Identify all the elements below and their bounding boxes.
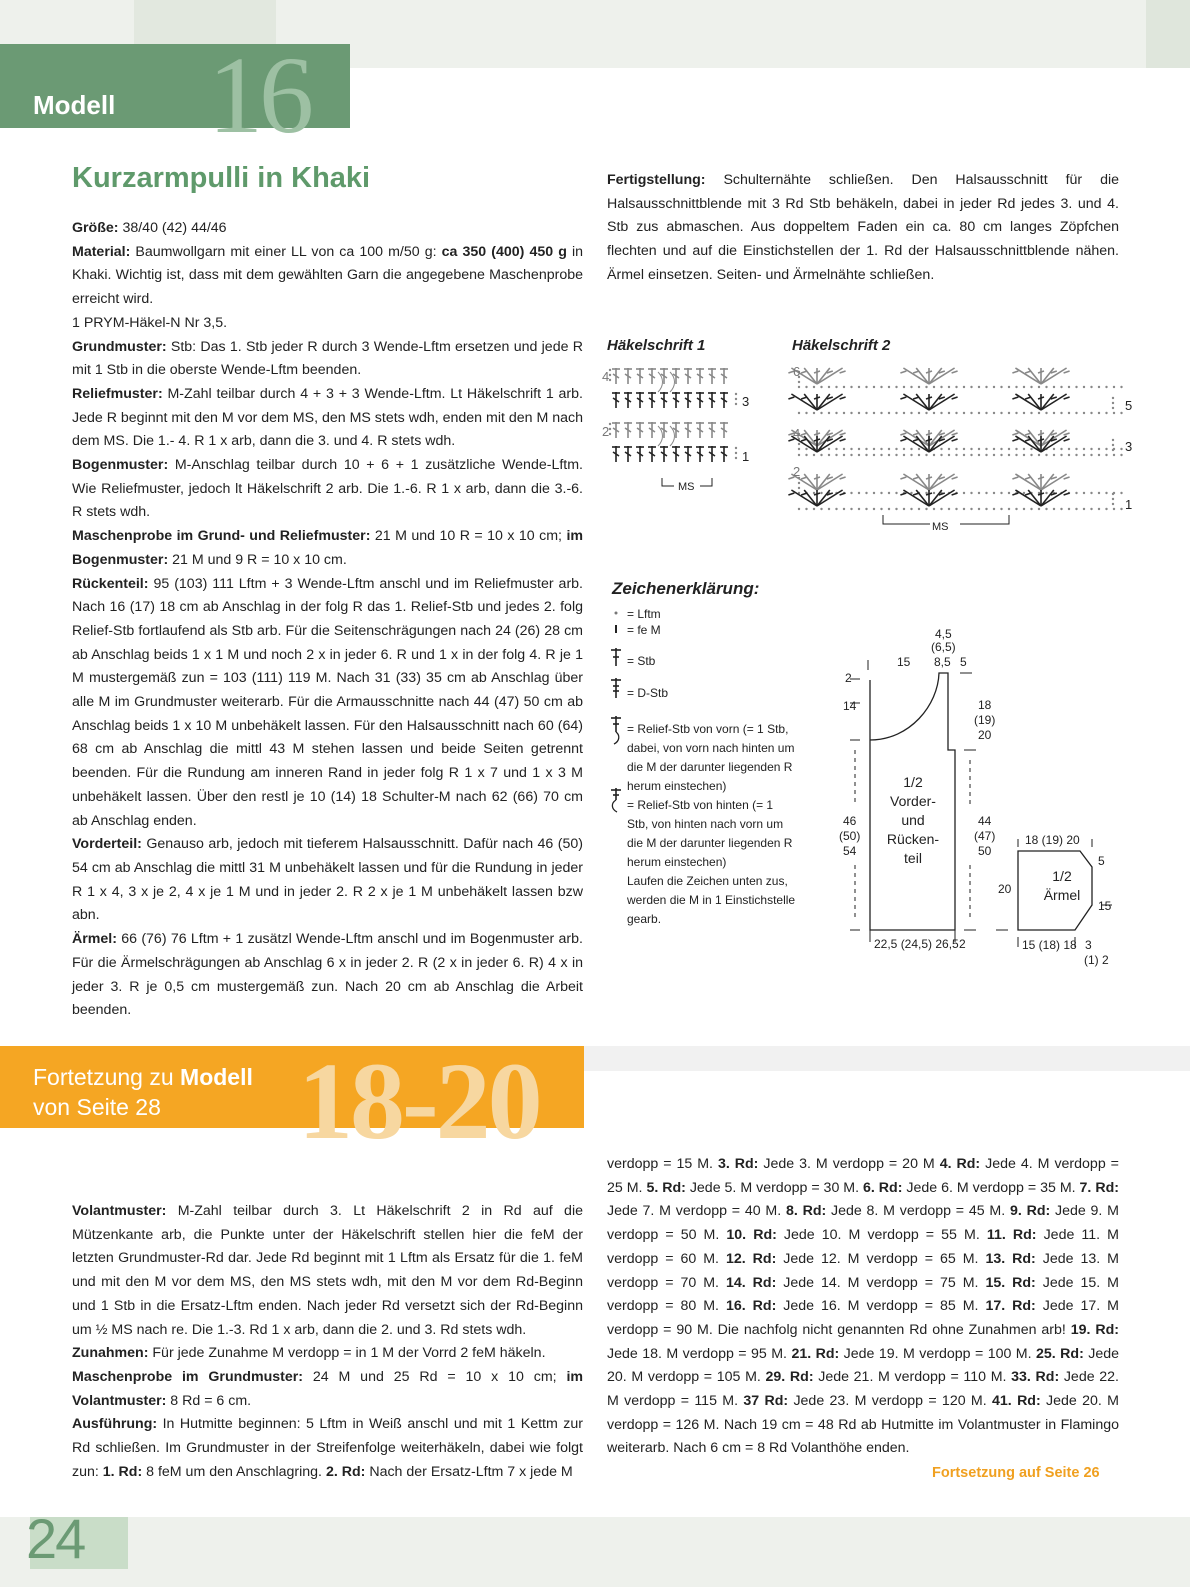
left-text: Stb: Das 1. Stb jeder R durch 3 Wende-Lftm ersetzen und jede R mit 1 Stb in die oberste Wende-Lftm beenden. xyxy=(72,338,583,379)
instructions-left-column xyxy=(72,217,583,1023)
body-label-4: Rücken- xyxy=(886,831,940,847)
left-paragraph xyxy=(72,454,583,525)
bottom-left-text: Nach der Ersatz-Lftm 7 x jede M xyxy=(365,1463,573,1480)
orange-band-extension xyxy=(584,1046,1190,1071)
dim-arm-a: 18 xyxy=(978,698,992,712)
bottom-left-label: Volantmuster: xyxy=(72,1203,167,1219)
finishing-paragraph xyxy=(607,169,1119,288)
left-paragraph xyxy=(72,833,583,928)
dim-top-b: 8,5 xyxy=(934,655,951,669)
dim-side-a: 44 xyxy=(978,814,992,828)
crochet-chart-2 xyxy=(787,360,1142,545)
modell-number: 16 xyxy=(208,34,310,156)
chart-2-row-6: 6 xyxy=(793,364,801,379)
left-text: 95 (103) 111 Lftm + 3 Wende-Lftm anschl und im Reliefmuster arb. Nach 16 (17) 18 cm ab Anschlag in der folg R das 1. Relief-Stb und jedes 2. folg Relief-Stb fortlaufend als Stb arb. Für die Seitenschrägungen nach 24 (26) 28 cm ab Anschlag beids 1 x 1 M und noch 2 x in jeder 6. R und 1 x in der folg 4. R je 1 M mustergemäß zun = 103 (111) 119 M. Nach 31 (33) 35 cm ab Anschlag über alle M im Grundmuster weiterarb. Für die Armausschnitte nach 44 (47) 50 cm ab Anschlag beids 1 x 10 M unbehäkelt lassen. Für den Halsausschnitt nach 60 (64) 68 cm ab Anschlag die mittl 43 M stehen lassen und beide Seiten getrennt beenden. Für die Rundung am inneren Rand in jeder folg R 1 x 7 und 1 x 3 M unbehäkelt lassen. Über den restl je 10 (14) 18 Schulter-M nach 62 (66) 70 cm ab Anschlag enden. xyxy=(72,575,583,829)
bottom-left-bold: 1. Rd: xyxy=(102,1463,143,1480)
left-paragraph xyxy=(72,383,583,454)
bottom-left-text: 8 Rd = 6 cm. xyxy=(166,1392,252,1409)
dim-bottom: 22,5 (24,5) 26,5 xyxy=(874,937,959,951)
dim-left-14: 14 xyxy=(843,699,857,713)
finishing-label: Fertigstellung: xyxy=(607,172,706,188)
dim-arm-c: 20 xyxy=(978,728,992,742)
left-paragraph xyxy=(72,336,583,383)
legend-item-fem: = fe M xyxy=(627,623,661,637)
left-label: Grundmuster: xyxy=(72,338,167,355)
chart-1-row-2: 2 xyxy=(602,424,610,439)
dim-top-c: 5 xyxy=(960,655,967,669)
left-label: Ärmel: xyxy=(72,931,117,948)
left-text: 21 M und 9 R = 10 x 10 cm. xyxy=(168,551,347,568)
bottom-left-text: M-Zahl teilbar durch 3. Lt Häkelschrift 2 in Rd auf die Mützenkante arb, die Punkte unter der Häkelschrift stellen hier die feM der letzten Grundmuster-Rd dar. Jede Rd beginnt mit 1 Lftm als Ersatz für die 1. feM und mit den M vor dem MS, den MS stets wdh, mit den M vor dem Rd-Beginn und 1 Stb in die Ersatz-Lftm enden. Nach jeder Rd versetzt sich der Rd-Beginn um ½ MS nach re. Die 1.-3. Rd 1 x arb, dann die 2. und 3. Rd stets wdh. xyxy=(72,1203,583,1338)
dim-neck: 4,5 xyxy=(935,627,952,641)
dim-sleeve-20: 20 xyxy=(998,882,1012,896)
modell-label: Modell xyxy=(33,90,116,120)
left-label: Vorderteil: xyxy=(72,836,142,853)
left-text: 1 PRYM-Häkel-N Nr 3,5. xyxy=(72,314,228,331)
bottom-right-column xyxy=(607,1153,1119,1461)
chart-1-row-1: 1 xyxy=(742,449,750,464)
continuation-line-1-bold: Modell xyxy=(180,1064,253,1090)
chart-2-row-1: 1 xyxy=(1125,497,1133,512)
left-bold: ca 350 (400) 450 g xyxy=(441,243,567,260)
dim-left-2: 2 xyxy=(845,671,852,685)
left-label: Größe: xyxy=(72,220,119,236)
dim-sleeve-top: 18 (19) 20 xyxy=(1025,833,1080,847)
continuation-note: Fortsetzung auf Seite 26 xyxy=(932,1465,1100,1481)
left-label: Material: xyxy=(72,243,131,260)
top-decor-segment-right xyxy=(1146,0,1190,68)
bottom-left-bold: 2. Rd: xyxy=(325,1463,366,1480)
legend-item-relief-hinten: = Relief-Stb von hinten (= 1 Stb, von hinten nach vorn um die M der darunter liegenden R herum einstechen) xyxy=(627,798,793,869)
left-text: M-Anschlag teilbar durch 10 + 6 + 1 zusätzliche Wende-Lftm. Wie Reliefmuster, jedoch lt Häkelschrift 2 arb. Die 1.-6. R 1 x arb, dann die 3.-6. R stets wdh. xyxy=(72,457,583,521)
left-label: Rückenteil: xyxy=(72,575,149,592)
left-label: Reliefmuster: xyxy=(72,385,163,402)
left-text: 21 M und 10 R = 10 x 10 cm; xyxy=(370,528,567,545)
bottom-right-paragraph: verdopp = 15 M. 3. Rd: Jede 3. M verdopp = 20 M 4. Rd: Jede 4. M verdopp = 25 M. 5. Rd: Jede 5. M verdopp = 30 M. 6. Rd: Jede 6. M verdopp = 35 M. 7. Rd: Jede 7. M verdopp = 40 M. 8. Rd: Jede 8. M verdopp = 45 M. 9. Rd: Jede 9. M verdopp = 50 M. 10. Rd: Jede 10. M verdopp = 55 M. 11. Rd: Jede 11. M verdopp = 60 M. 12. Rd: Jede 12. M verdopp = 65 M. 13. Rd: Jede 13. M verdopp = 70 M. 14. Rd: Jede 14. M verdopp = 75 M. 15. Rd: Jede 15. M verdopp = 80 M. 16. Rd: Jede 16. M verdopp = 85 M. 17. Rd: Jede 17. M verdopp = 90 M. Die nachfolg nicht genannten Rd ohne Zunahmen arb! 19. Rd: Jede 18. M verdopp = 95 M. 21. Rd: Jede 19. M verdopp = 100 M. 25. Rd: Jede 20. M verdopp = 105 M. 29. Rd: Jede 21. M verdopp = 110 M. 33. Rd: Jede 22. M verdopp = 115 M. 37 Rd: Jede 23. M verdopp = 120 M. 41. Rd: Jede 20. M verdopp = 126 M. Nach 19 cm = 48 Rd ab Hutmitte im Volantmuster in Flamingo weiterarb. Nach 6 cm = 8 Rd Volanthöhe enden. xyxy=(607,1156,1119,1457)
dim-sleeve-5: 5 xyxy=(1098,854,1105,868)
left-text: in Khaki. Wichtig ist, dass mit dem gewählten Garn die angegebene Maschenprobe erreicht wird. xyxy=(72,243,583,308)
dim-len-c: 54 xyxy=(843,844,857,858)
bottom-left-paragraph xyxy=(72,1366,583,1413)
legend-item-relief-vorn: = Relief-Stb von vorn (= 1 Stb, dabei, von vorn nach hinten um die M der darunter liegenden R herum einstechen) xyxy=(627,722,795,793)
bottom-left-label: Zunahmen: xyxy=(72,1345,149,1362)
bottom-left-paragraph xyxy=(72,1342,583,1366)
crochet-chart-1 xyxy=(600,360,770,510)
continuation-line-1 xyxy=(33,1064,253,1091)
dim-sleeve-15: 15 xyxy=(1098,899,1112,913)
left-text: M-Zahl teilbar durch 4 + 3 + 3 Wende-Lftm. Lt Häkelschrift 1 arb. Jede R beginnt mit den M vor dem MS, den MS stets wdh, enden mit den M nach dem MS. Die 1.- 4. R 1 x arb, dann die 3. und 4. R stets wdh. xyxy=(72,385,583,450)
bottom-left-paragraph xyxy=(72,1200,583,1342)
body-label-1: 1/2 xyxy=(903,774,923,790)
sleeve-label-2: Ärmel xyxy=(1043,887,1081,903)
bottom-left-text: In Hutmitte beginnen: 5 Lftm in Weiß anschl und mit 1 Kettm zur Rd schließen. Im Grundmuster in der Streifenfolge weiterhäkeln, dabei wie folgt zun: xyxy=(72,1416,583,1480)
footer-band xyxy=(0,1517,1190,1587)
bottom-left-text: 24 M und 25 Rd = 10 x 10 cm; xyxy=(303,1368,567,1385)
chart-2-row-3: 3 xyxy=(1125,439,1133,454)
bottom-left-column xyxy=(72,1200,583,1484)
legend-item-dstb: = D-Stb xyxy=(627,686,669,700)
left-text: 38/40 (42) 44/46 xyxy=(118,220,227,236)
legend-item-lftm: = Lftm xyxy=(627,607,661,621)
chart-2-row-5: 5 xyxy=(1125,398,1133,413)
dim-side-c: 50 xyxy=(978,844,992,858)
garment-schematic xyxy=(830,625,1130,975)
finishing-text: Schulternähte schließen. Den Halsausschnitt für die Halsausschnittblende mit 3 Rd Stb behäkeln, dabei in jeder Rd jedes 3. und 4. Stb zus abmaschen. Aus doppeltem Faden ein ca. 80 cm langes Zöpfchen flechten und auf die Einstichstellen der 1. Rd der Halsausschnittblende nähen. Ärmel einsetzen. Seiten- und Ärmelnähte schließen. xyxy=(607,172,1119,283)
legend-title: Zeichenerklärung: xyxy=(612,579,760,598)
body-label-2: Vorder- xyxy=(890,793,936,809)
chart-1-title: Häkelschrift 1 xyxy=(607,337,706,354)
dim-neck-2: (6,5) xyxy=(931,640,956,654)
dim-len-a: 46 xyxy=(843,814,857,828)
body-label-5: teil xyxy=(904,850,922,866)
page-title: Kurzarmpulli in Khaki xyxy=(72,162,371,194)
dim-arm-b: (19) xyxy=(974,713,996,727)
sleeve-label-1: 1/2 xyxy=(1052,868,1072,884)
left-bold: im Bogenmuster: xyxy=(72,528,583,568)
left-paragraph xyxy=(72,217,583,241)
bottom-left-label: Ausführung: xyxy=(72,1416,158,1433)
chart-2-ms: MS xyxy=(932,521,949,533)
left-paragraph xyxy=(72,573,583,834)
dim-top-a: 15 xyxy=(897,655,911,669)
chart-1-row-4: 4 xyxy=(602,369,610,384)
bottom-left-bold: im Volantmuster: xyxy=(72,1368,584,1409)
left-label: Bogenmuster: xyxy=(72,457,169,474)
left-text: Baumwollgarn mit einer LL von ca 100 m/50 g: xyxy=(130,243,442,260)
chart-2-row-2: 2 xyxy=(793,464,801,479)
continuation-model-number: 18-20 xyxy=(298,1040,540,1162)
dim-len-b: (50) xyxy=(839,829,861,843)
chart-2-row-4: 4 xyxy=(793,426,801,441)
bottom-left-text: Für jede Zunahme M verdopp = in 1 M der Vorrd 2 feM häkeln. xyxy=(148,1345,546,1362)
dim-sleeve-bottom-2: (1) 2 xyxy=(1084,953,1109,967)
left-paragraph xyxy=(72,928,583,1023)
chart-2-title: Häkelschrift 2 xyxy=(792,337,891,354)
chart-1-ms: MS xyxy=(678,481,695,493)
left-paragraph xyxy=(72,312,583,336)
chart-1-row-3: 3 xyxy=(742,394,750,409)
left-text: 66 (76) 76 Lftm + 1 zusätzl Wende-Lftm anschl und im Bogenmuster arb. Für die Ärmelschrägungen ab Anschlag 6 x in jeder 2. R (2 x in jeder 6. R) 4 x in jeder 3. R je 0,5 cm mustergemäß zun. Nach 20 cm ab Anschlag die Arbeit beenden. xyxy=(72,931,583,1019)
bottom-left-label: Maschenprobe im Grundmuster: xyxy=(72,1368,303,1385)
dim-bottom-2: 2 xyxy=(959,937,966,951)
continuation-line-2: von Seite 28 xyxy=(33,1094,161,1120)
dim-sleeve-bottom-3: 3 xyxy=(1085,938,1092,952)
page-number: 24 xyxy=(26,1507,85,1570)
legend-note: Laufen die Zeichen unten zus, werden die M in 1 Einstichstelle gearb. xyxy=(627,874,796,926)
dim-side-b: (47) xyxy=(974,829,996,843)
bottom-left-paragraph xyxy=(72,1413,583,1484)
body-label-3: und xyxy=(901,812,925,828)
legend-item-stb: = Stb xyxy=(627,654,656,668)
continuation-line-1-plain: Fortetzung zu xyxy=(33,1064,181,1090)
left-paragraph xyxy=(72,525,583,572)
left-label: Maschenprobe im Grund- und Reliefmuster: xyxy=(72,528,371,545)
left-paragraph xyxy=(72,241,583,312)
bottom-left-text: 8 feM um den Anschlagring. xyxy=(142,1463,326,1480)
dim-sleeve-bottom: 15 (18) 18 xyxy=(1022,938,1077,952)
left-text: Genauso arb, jedoch mit tieferem Halsausschnitt. Dafür nach 46 (50) 54 cm ab Anschlag die mittl 31 M unbehäkelt lassen und für die Rundung in jeder R 1 x 4, 3 x je 2, 4 x je 1 M und in jeder 2. R 2 x je 1 M unbehäkelt lassen bzw abn. xyxy=(72,836,583,924)
